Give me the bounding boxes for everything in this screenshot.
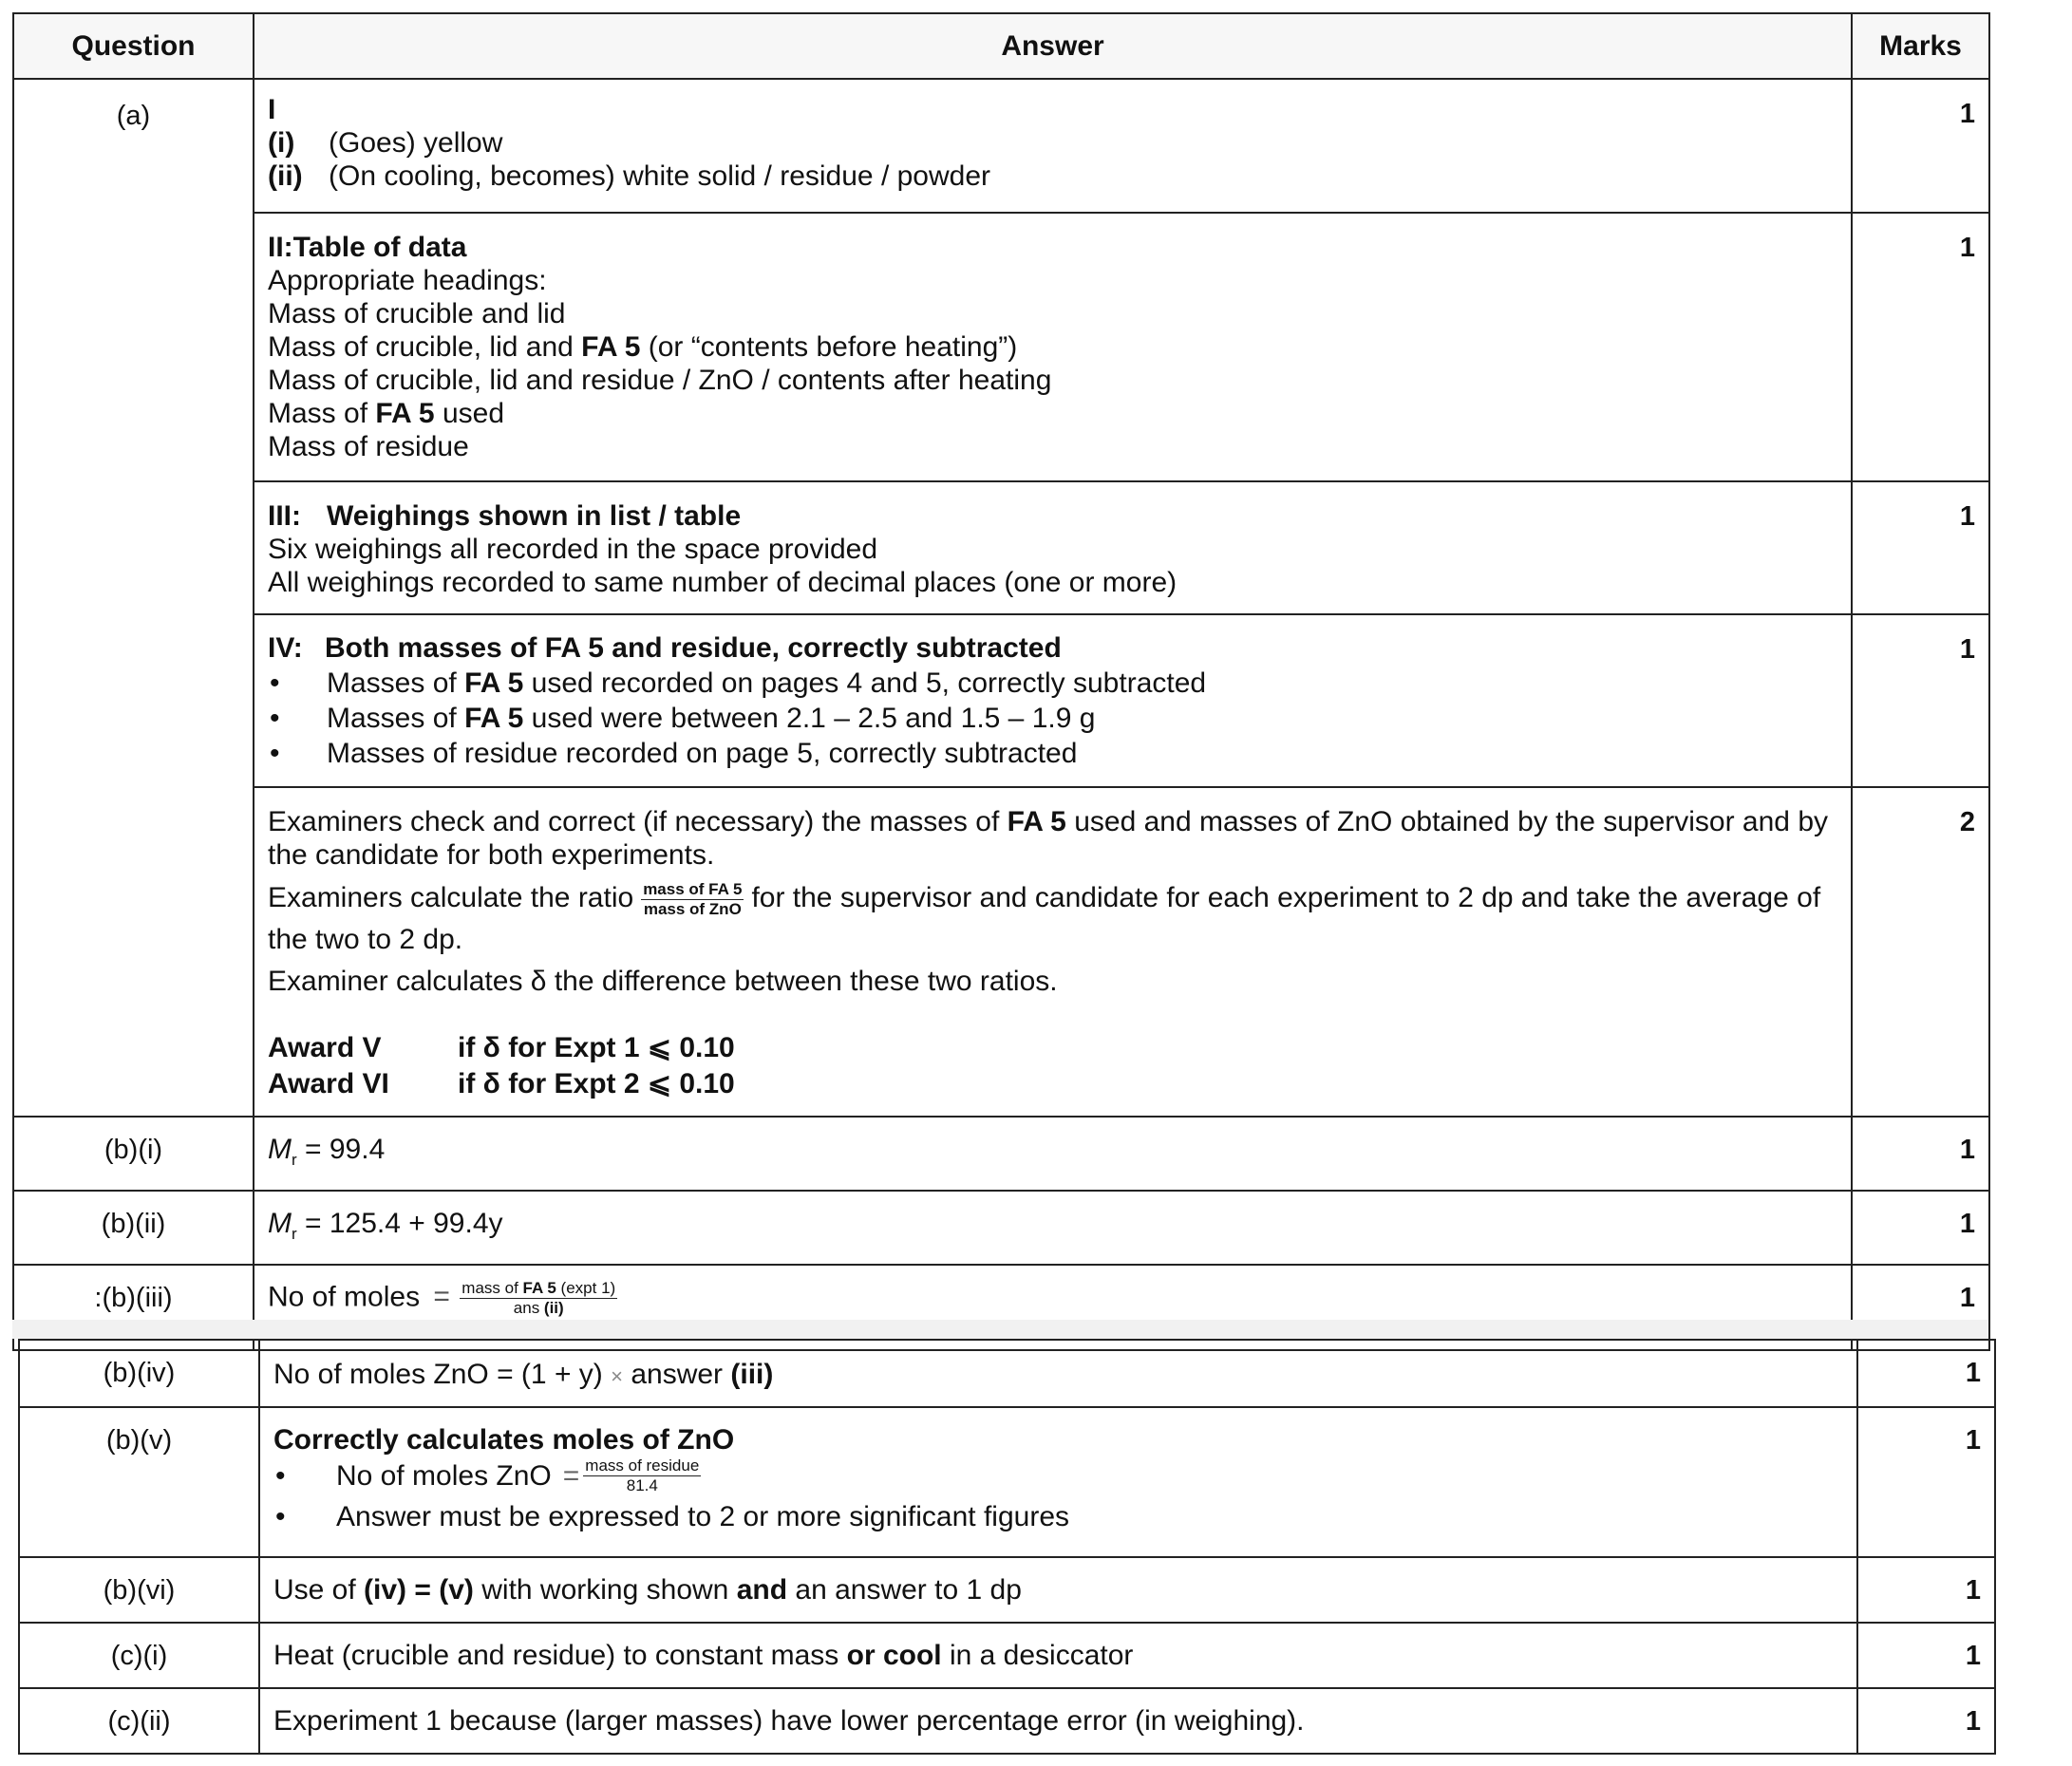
times-sign: × xyxy=(611,1364,623,1388)
table-row xyxy=(19,1557,1995,1623)
part-label: III: xyxy=(268,500,301,532)
answer-text: Use of xyxy=(273,1574,365,1606)
table-row xyxy=(13,787,1989,1117)
marks-cell: 1 xyxy=(1852,1191,1989,1265)
answer-cell xyxy=(254,787,1852,1117)
mr-symbol: M xyxy=(268,1208,292,1239)
answer-text: Masses of xyxy=(327,703,465,734)
answer-cell xyxy=(259,1340,1857,1407)
list-item: • No of moles ZnO = $\frac{\text{mass of residue}}{81.4}$ xyxy=(275,1456,700,1494)
answer-bold: FA 5 xyxy=(1007,806,1066,837)
answer-cell xyxy=(254,79,1852,213)
marks-cell: 1 xyxy=(1852,481,1989,614)
answer-text: Mass of crucible and lid xyxy=(268,298,566,329)
table-row xyxy=(13,213,1989,481)
marks-cell: 2 xyxy=(1852,787,1989,1117)
answer-text: Mass of xyxy=(268,398,376,429)
part-title: II:Table of data xyxy=(268,232,467,263)
award-condition: if δ for Expt 2 ⩽ 0.10 xyxy=(458,1068,735,1099)
fraction-bold: (ii) xyxy=(543,1299,564,1317)
answer-text: Examiners check and correct (if necessary) the masses of xyxy=(268,806,1008,837)
marks-cell: 1 xyxy=(1852,213,1989,481)
fraction-denominator: mass of ZnO xyxy=(643,899,742,918)
award-key: Award VI xyxy=(268,1068,389,1099)
moles-fraction xyxy=(460,1279,617,1318)
answer-text: used and masses of ZnO obtained by the supervisor and by the candidate for both experiments. xyxy=(268,806,1829,871)
answer-text: answer xyxy=(622,1359,731,1390)
part-title: Correctly calculates moles of ZnO xyxy=(273,1424,735,1456)
marks-cell: 1 xyxy=(1857,1623,1995,1688)
answer-bold: FA 5 xyxy=(581,331,641,363)
answer-text: (or “contents before heating”) xyxy=(640,331,1018,363)
marks-cell: 1 xyxy=(1857,1557,1995,1623)
mr-symbol: M xyxy=(268,1134,292,1165)
answer-text: No of moles ZnO = (1 + y) xyxy=(273,1359,612,1390)
question-header: Question xyxy=(13,13,254,79)
moles-fraction xyxy=(583,1456,701,1495)
table-row xyxy=(13,481,1989,614)
answer-text: for the supervisor and candidate for each experiment to 2 dp and take the average of the two to 2 dp. xyxy=(268,882,1821,955)
question-cell: (b)(iv) xyxy=(19,1340,259,1407)
answer-bold: or cool xyxy=(846,1640,942,1671)
answer-bold: and xyxy=(736,1574,788,1606)
answer-text: = 125.4 + 99.4y xyxy=(296,1208,503,1239)
answer-cell xyxy=(254,213,1852,481)
equals-sign: = xyxy=(433,1281,450,1313)
answer-text: an answer to 1 dp xyxy=(787,1574,1022,1606)
question-cell: :(b)(iii) xyxy=(13,1265,254,1350)
table-header-row xyxy=(13,13,1989,79)
marks-cell: 1 xyxy=(1852,79,1989,213)
part-label: IV: xyxy=(268,632,303,664)
part-title: Weighings shown in list / table xyxy=(327,500,742,532)
mark-scheme-table xyxy=(12,12,1990,1351)
mr-subscript: r xyxy=(292,1151,297,1169)
marks-header: Marks xyxy=(1852,13,1989,79)
answer-text: All weighings recorded to same number of decimal places (one or more) xyxy=(268,567,1177,598)
answer-bold: FA 5 xyxy=(375,398,435,429)
marks-cell: 1 xyxy=(1852,1117,1989,1191)
answer-cell xyxy=(254,614,1852,787)
answer-bold: FA 5 xyxy=(464,667,524,699)
question-cell: (c)(i) xyxy=(19,1623,259,1688)
answer-text: Mass of residue xyxy=(268,431,469,462)
question-cell: (c)(ii) xyxy=(19,1688,259,1754)
marks-cell: 1 xyxy=(1857,1407,1995,1557)
answer-text: Examiner calculates δ the difference between these two ratios. xyxy=(268,966,1058,997)
fraction-numerator-tail: (expt 1) xyxy=(556,1279,616,1297)
award-line xyxy=(268,1030,1837,1066)
question-cell: (b)(ii) xyxy=(13,1191,254,1265)
sub-label: (ii) xyxy=(268,160,303,192)
marks-cell: 1 xyxy=(1852,614,1989,787)
list-item: • Answer must be expressed to 2 or more significant figures xyxy=(273,1495,1843,1539)
table-row xyxy=(13,1191,1989,1265)
marks-cell: 1 xyxy=(1857,1340,1995,1407)
table-row xyxy=(19,1688,1995,1754)
table-row xyxy=(13,1117,1989,1191)
question-cell: (b)(v) xyxy=(19,1407,259,1557)
answer-text: in a desiccator xyxy=(941,1640,1134,1671)
answer-text: Appropriate headings: xyxy=(268,265,547,296)
answer-cell xyxy=(259,1407,1857,1557)
answer-text: No of moles xyxy=(268,1281,421,1313)
answer-cell xyxy=(259,1623,1857,1688)
answer-text: Masses of xyxy=(327,667,465,699)
table-row xyxy=(13,614,1989,787)
question-cell: (a) xyxy=(13,79,254,1117)
fraction-numerator: mass of FA 5 xyxy=(643,879,743,898)
part-title: I xyxy=(268,94,276,125)
ratio-fraction xyxy=(641,880,744,919)
answer-bold: (iv) = (v) xyxy=(364,1574,474,1606)
answer-cell xyxy=(254,1191,1852,1265)
answer-text: Mass of crucible, lid and residue / ZnO / contents after heating xyxy=(268,365,1052,396)
answer-cell xyxy=(254,481,1852,614)
answer-text: Six weighings all recorded in the space provided xyxy=(268,534,878,565)
answer-bold: FA 5 xyxy=(464,703,524,734)
answer-text: used were between 2.1 – 2.5 and 1.5 – 1.9 g xyxy=(523,703,1096,734)
fraction-bold: FA 5 xyxy=(522,1279,556,1297)
answer-text: (On cooling, becomes) white solid / residue / powder xyxy=(329,160,991,192)
table-row xyxy=(13,79,1989,213)
question-cell: (b)(vi) xyxy=(19,1557,259,1623)
answer-text: Mass of crucible, lid and xyxy=(268,331,582,363)
answer-text: Masses of residue recorded on page 5, correctly subtracted xyxy=(327,738,1078,769)
answer-text: with working shown xyxy=(473,1574,737,1606)
answer-header: Answer xyxy=(254,13,1852,79)
answer-text: used recorded on pages 4 and 5, correctly subtracted xyxy=(523,667,1207,699)
award-key: Award V xyxy=(268,1032,382,1063)
sub-label: (i) xyxy=(268,127,295,159)
answer-bold: (iii) xyxy=(730,1359,774,1390)
list-item: • Masses of FA 5 used recorded on pages 4 and 5, correctly subtracted xyxy=(270,667,1207,699)
award-line xyxy=(268,1066,1837,1102)
answer-text: Answer must be expressed to 2 or more significant figures xyxy=(336,1501,1070,1532)
marks-cell: 1 xyxy=(1857,1688,1995,1754)
table-row xyxy=(19,1407,1995,1557)
answer-text: Heat (crucible and residue) to constant mass xyxy=(273,1640,847,1671)
answer-cell xyxy=(259,1557,1857,1623)
fraction-denominator: 81.4 xyxy=(626,1476,658,1494)
mr-subscript: r xyxy=(292,1225,297,1243)
list-item: • Masses of residue recorded on page 5, correctly subtracted xyxy=(270,738,1078,769)
answer-text: used xyxy=(434,398,505,429)
fraction-denominator: ans xyxy=(513,1299,544,1317)
equals-sign: = xyxy=(562,1459,580,1492)
question-cell: (b)(i) xyxy=(13,1117,254,1191)
marks-cell: 1 xyxy=(1852,1265,1989,1350)
page-break-strip xyxy=(12,1320,1988,1339)
award-condition: if δ for Expt 1 ⩽ 0.10 xyxy=(458,1032,735,1063)
answer-text: Examiners calculate the ratio xyxy=(268,882,634,913)
fraction-numerator: mass of xyxy=(461,1279,523,1297)
list-item: • Masses of FA 5 used were between 2.1 – 2.5 and 1.5 – 1.9 g xyxy=(270,703,1096,734)
answer-cell: Experiment 1 because (larger masses) have lower percentage error (in weighing). xyxy=(259,1688,1857,1754)
table-row xyxy=(19,1623,1995,1688)
answer-cell xyxy=(254,1117,1852,1191)
fraction-numerator: mass of residue xyxy=(585,1456,700,1475)
mark-scheme-table-continued xyxy=(18,1339,1996,1755)
answer-text: = 99.4 xyxy=(296,1134,386,1165)
answer-text: No of moles ZnO xyxy=(336,1459,552,1492)
part-title: Both masses of FA 5 and residue, correctly subtracted xyxy=(325,632,1062,664)
answer-text: (Goes) yellow xyxy=(329,127,503,159)
table-row xyxy=(19,1340,1995,1407)
